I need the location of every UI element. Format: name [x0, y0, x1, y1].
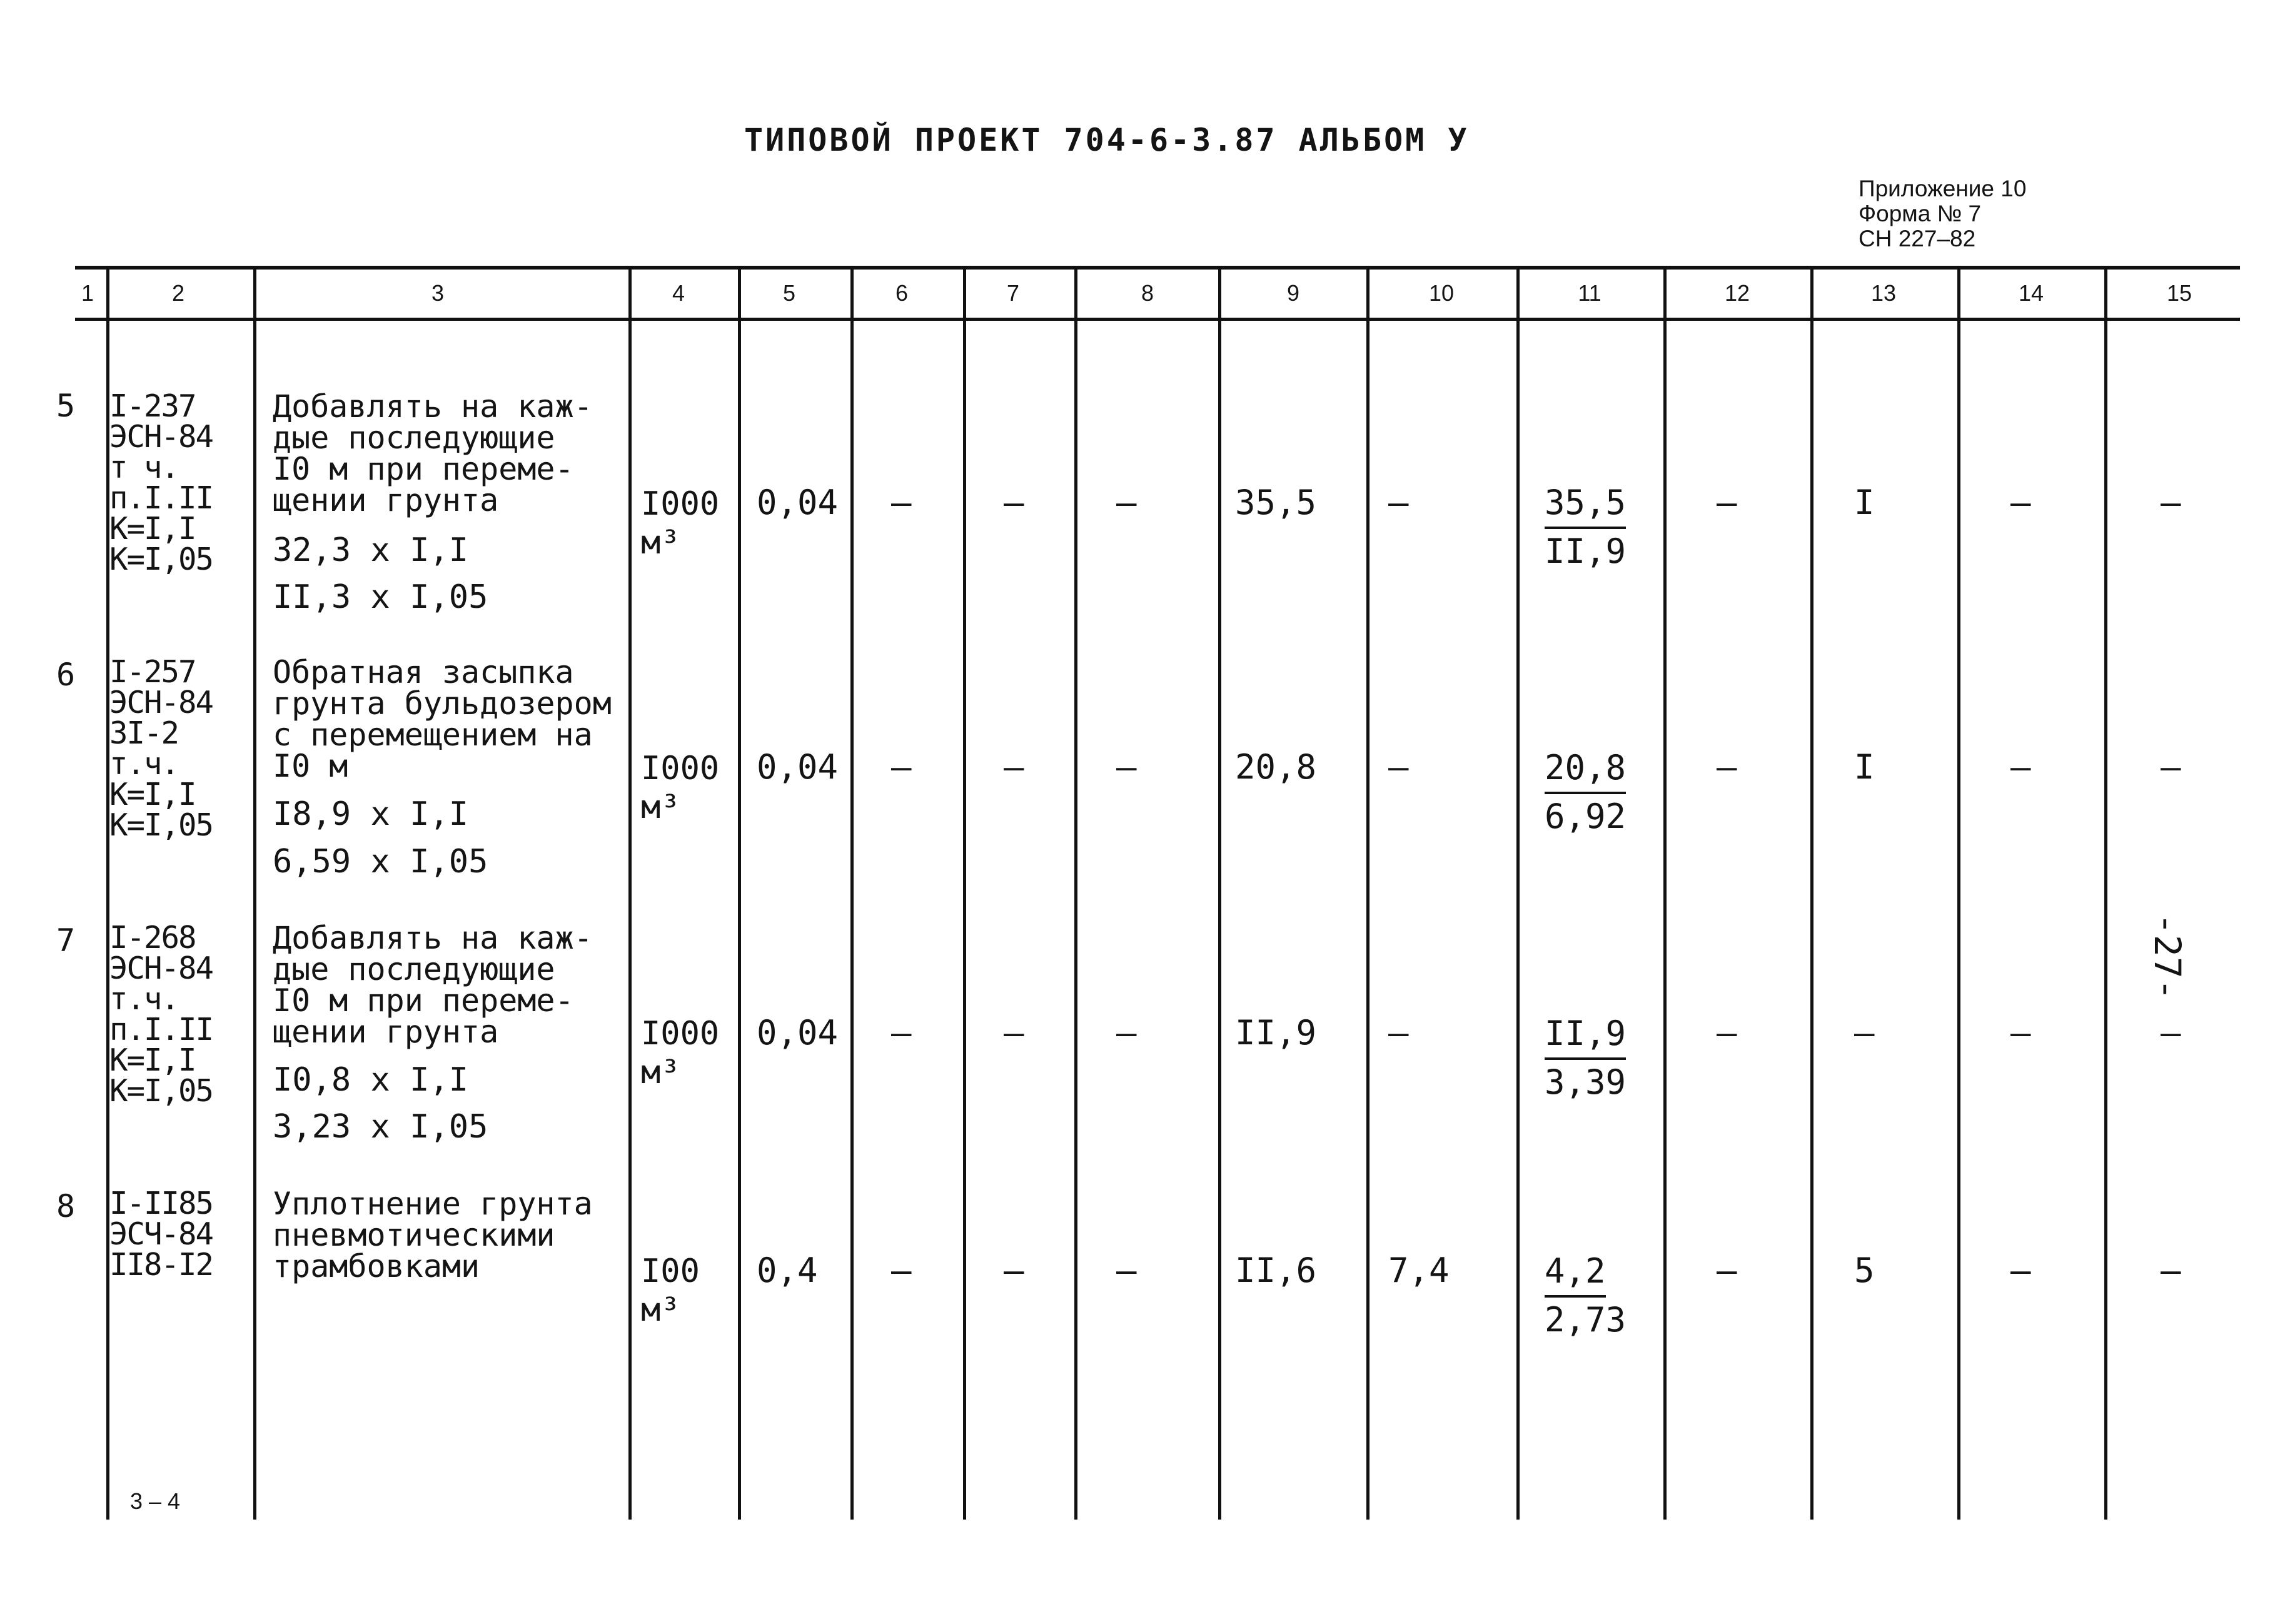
sheet-note: 3 – 4: [130, 1488, 181, 1514]
cell-col5: 0,04: [757, 1013, 839, 1052]
cell-col15: –: [2161, 1013, 2181, 1052]
cell-col10: 7,4: [1388, 1251, 1450, 1290]
work-description: Добавлять на каж- дые последующие I0 м при переме- щении грунта: [273, 388, 593, 518]
cell-col5: 0,4: [757, 1251, 818, 1290]
calculation: II,3 x I,05: [273, 578, 488, 616]
cell-col12: –: [1717, 1013, 1737, 1052]
cell-col6: –: [891, 1251, 912, 1290]
cell-col5: 0,04: [757, 483, 839, 522]
unit-cell: I000 м³: [641, 485, 720, 562]
table-header-rule: [75, 318, 2240, 321]
calculation: 32,3 x I,I: [273, 532, 469, 569]
cell-col15: –: [2161, 483, 2181, 522]
cell-col10: –: [1388, 747, 1409, 787]
standard-label: СН 227–82: [1859, 226, 1976, 251]
cell-col14: –: [2010, 1251, 2031, 1290]
column-divider: [850, 266, 854, 1520]
cell-col9: 20,8: [1235, 747, 1317, 787]
unit-cell: I00 м³: [641, 1253, 700, 1329]
work-description: Обратная засыпка грунта бульдозером с перемещением на I0 м: [273, 654, 612, 784]
norm-code: I-257 ЭСН-84 3I-2 т.ч. К=I,I К=I,05: [109, 654, 213, 843]
cell-col9: II,9: [1235, 1013, 1317, 1052]
column-header: 12: [1724, 280, 1750, 306]
cell-col8: –: [1116, 483, 1137, 522]
work-description: Добавлять на каж- дые последующие I0 м при переме- щении грунта: [273, 920, 593, 1050]
cell-col13: I: [1854, 747, 1875, 787]
table-top-rule: [75, 266, 2240, 270]
column-divider: [1218, 266, 1221, 1520]
column-header: 9: [1286, 280, 1300, 306]
column-divider: [963, 266, 966, 1520]
calculation: 6,59 x I,05: [273, 843, 488, 880]
cell-col9: 35,5: [1235, 483, 1317, 522]
column-header: 2: [171, 280, 185, 306]
column-header: 15: [2166, 280, 2192, 306]
cell-col8: –: [1116, 1251, 1137, 1290]
cell-col10: –: [1388, 1013, 1409, 1052]
cell-col12: –: [1717, 747, 1737, 787]
calculation: I8,9 x I,I: [273, 795, 469, 833]
column-header: 7: [1006, 280, 1020, 306]
column-header: 13: [1870, 280, 1897, 306]
cell-col15: –: [2161, 747, 2181, 787]
norm-code: I-268 ЭСН-84 т.ч. п.I.II К=I,I К=I,05: [109, 920, 213, 1109]
cell-col11-fraction: $\frac{20,8}{6,92}$: [1545, 745, 1626, 839]
form-label: Форма № 7: [1859, 201, 1982, 226]
norm-code: I-II85 ЭСЧ-84 II8-I2: [109, 1186, 213, 1283]
page-number: -27-: [2146, 913, 2189, 1001]
column-divider: [1516, 266, 1520, 1520]
cell-col7: –: [1004, 483, 1024, 522]
cell-col6: –: [891, 747, 912, 787]
cell-col13: –: [1854, 1013, 1875, 1052]
cell-col12: –: [1717, 1251, 1737, 1290]
cell-col12: –: [1717, 483, 1737, 522]
cell-col10: –: [1388, 483, 1409, 522]
cell-col11-fraction: $\frac{II,9}{3,39}$: [1545, 1011, 1626, 1105]
column-divider: [1957, 266, 1960, 1520]
cell-col7: –: [1004, 1013, 1024, 1052]
column-header: 5: [782, 280, 796, 306]
cell-col8: –: [1116, 1013, 1137, 1052]
column-divider: [1074, 266, 1077, 1520]
column-header: 4: [672, 280, 685, 306]
column-header: 8: [1141, 280, 1154, 306]
cell-col13: 5: [1854, 1251, 1875, 1290]
column-divider: [1366, 266, 1369, 1520]
column-divider: [1663, 266, 1667, 1520]
column-divider: [738, 266, 741, 1520]
column-header: 6: [895, 280, 909, 306]
appendix-label: Приложение 10: [1859, 176, 2027, 201]
calculation: I0,8 x I,I: [273, 1061, 469, 1099]
cell-col11-fraction: $\frac{35,5}{II,9}$: [1545, 480, 1626, 574]
unit-cell: I000 м³: [641, 750, 720, 826]
cell-col9: II,6: [1235, 1251, 1317, 1290]
cell-col14: –: [2010, 1013, 2031, 1052]
row-number: 8: [56, 1188, 76, 1224]
cell-col5: 0,04: [757, 747, 839, 787]
cell-col7: –: [1004, 747, 1024, 787]
column-header: 1: [81, 280, 94, 306]
cell-col6: –: [891, 1013, 912, 1052]
row-number: 7: [56, 922, 76, 959]
cell-col11-fraction: $\frac{4,2}{2,73}$: [1545, 1249, 1626, 1343]
column-divider: [1810, 266, 1813, 1520]
column-header: 3: [431, 280, 445, 306]
calculation: 3,23 x I,05: [273, 1108, 488, 1146]
column-header: 14: [2018, 280, 2044, 306]
column-divider: [2104, 266, 2107, 1520]
column-divider: [628, 266, 632, 1520]
cell-col14: –: [2010, 747, 2031, 787]
unit-cell: I000 м³: [641, 1015, 720, 1091]
column-divider: [253, 266, 256, 1520]
row-number: 6: [56, 657, 76, 693]
column-header: 10: [1428, 280, 1455, 306]
norm-code: I-237 ЭСН-84 т ч. п.I.II К=I,I К=I,05: [109, 388, 213, 577]
cell-col8: –: [1116, 747, 1137, 787]
cell-col14: –: [2010, 483, 2031, 522]
cell-col6: –: [891, 483, 912, 522]
work-description: Уплотнение грунта пневмотическими трамбовками: [273, 1186, 593, 1284]
cell-col15: –: [2161, 1251, 2181, 1290]
column-header: 11: [1578, 280, 1601, 306]
cell-col7: –: [1004, 1251, 1024, 1290]
row-number: 5: [56, 388, 76, 424]
document-title: ТИПОВОЙ ПРОЕКТ 704-6-3.87 АЛЬБОМ У: [744, 122, 1470, 158]
cell-col13: I: [1854, 483, 1875, 522]
